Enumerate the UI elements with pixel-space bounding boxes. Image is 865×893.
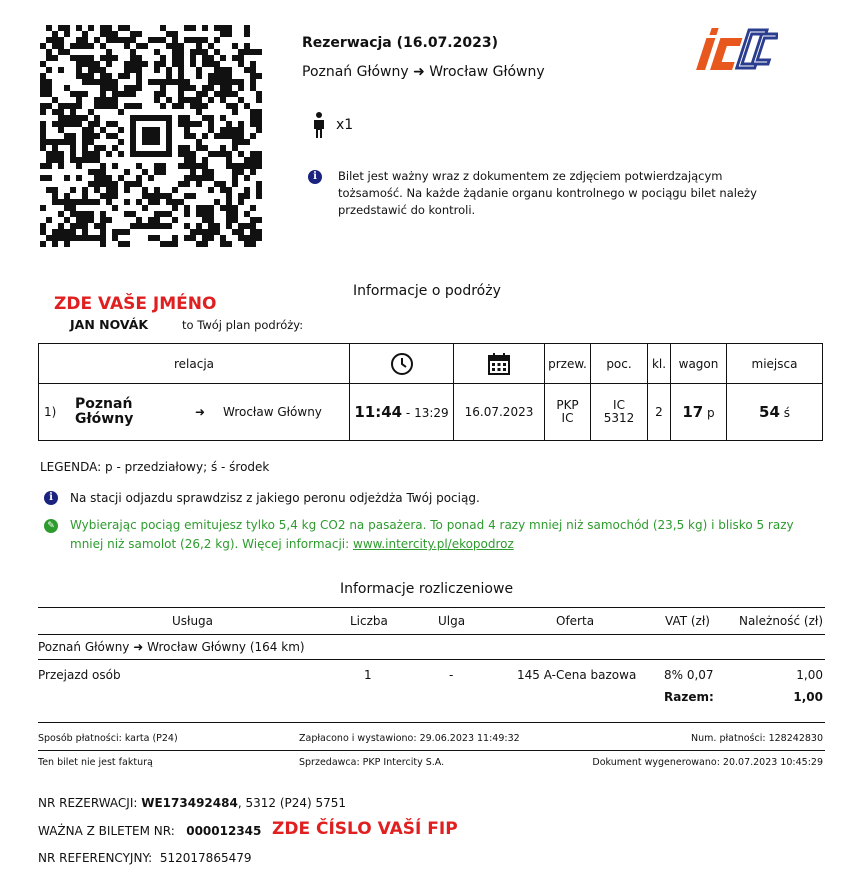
leaf-icon: ✎: [44, 519, 58, 533]
wagon-type: p: [707, 406, 715, 420]
journey-table-header: [39, 344, 823, 384]
reservation-label: NR REZERWACJI:: [38, 796, 138, 810]
item-vat: 8% 0,07: [664, 668, 714, 682]
cell-carrier: [545, 384, 591, 441]
arrow-right-icon: ➜: [133, 640, 144, 654]
billing-route-from: Poznań Główny: [38, 640, 130, 654]
col-wagon: wagon: [671, 344, 727, 384]
col-seats: miejsca: [727, 344, 823, 384]
col-date: [454, 344, 545, 384]
journey-row: [39, 384, 823, 441]
cell-wagon: [671, 384, 727, 441]
divider: [38, 750, 825, 751]
person-icon: [312, 112, 326, 138]
billing-section-title: Informacje rozliczeniowe: [340, 581, 514, 597]
validity-notice: [308, 168, 778, 219]
eco-link[interactable]: www.intercity.pl/ekopodroz: [353, 537, 514, 551]
total-value: 1,00: [793, 690, 823, 704]
cell-train: [591, 384, 648, 441]
qr-code: [40, 25, 262, 247]
route-from: Poznań Główny: [302, 64, 409, 80]
col-offer: Oferta: [556, 614, 595, 628]
info-icon: i: [44, 491, 58, 505]
wagon-number: 17: [682, 403, 704, 421]
valid-label: WAŻNA Z BILETEM NR:: [38, 824, 175, 838]
col-relation: relacja: [39, 344, 350, 384]
billing-route: [38, 640, 305, 654]
item-discount: -: [449, 668, 454, 682]
journey-table: [38, 343, 823, 441]
cell-class: 2: [648, 384, 671, 441]
passenger-name: JAN NOVÁK: [70, 317, 149, 332]
arrival-time: - 13:29: [405, 406, 449, 420]
generated-date: Dokument wygenerowano: 20.07.2023 10:45:29: [592, 757, 823, 768]
row-to: Wrocław Główny: [223, 405, 322, 419]
fip-hint: ZDE ČÍSLO VAŠÍ FIP: [272, 819, 458, 839]
calendar-icon: [487, 352, 511, 376]
col-service: Usługa: [172, 614, 214, 628]
platform-note: [44, 489, 480, 508]
row-from: Poznań Główny: [75, 396, 134, 427]
item-due: 1,00: [796, 668, 823, 682]
payment-number: Num. płatności: 128242830: [691, 733, 823, 744]
eco-note: [44, 516, 824, 554]
col-qty: Liczba: [350, 614, 388, 628]
cell-time: [350, 384, 454, 441]
passenger-count: [312, 112, 353, 138]
row-index: 1): [44, 405, 57, 419]
name-hint: ZDE VAŠE JMÉNO: [54, 294, 217, 314]
col-class: kl.: [648, 344, 671, 384]
col-due: Należność (zł): [738, 614, 823, 628]
divider: [38, 722, 825, 723]
reservation-rest: , 5312 (P24) 5751: [237, 796, 347, 810]
cell-relation: [39, 384, 350, 441]
platform-note-text: Na stacji odjazdu sprawdzisz z jakiego peronu odjeżdża Twój pociąg.: [70, 491, 480, 505]
not-invoice: Ten bilet nie jest fakturą: [38, 757, 153, 768]
col-carrier: przew.: [545, 344, 591, 384]
seller: Sprzedawca: PKP Intercity S.A.: [299, 757, 445, 768]
cell-seat: [727, 384, 823, 441]
eco-note-text: Wybierając pociąg emitujesz tylko 5,4 kg CO2 na pasażera. To ponad 4 razy mniej niż samochód (23,5 kg) i blisko 5 razy mniej niż samolot (26,2 kg). Więcej informacji:: [70, 518, 794, 551]
item-qty: 1: [364, 668, 372, 682]
reference-value: 512017865479: [159, 851, 252, 865]
departure-time: 11:44: [354, 403, 403, 421]
total-label: Razem:: [664, 690, 714, 704]
legend: LEGENDA: p - przedziałowy; ś - środek: [40, 460, 270, 474]
logo: [693, 24, 778, 72]
clock-icon: [390, 352, 414, 376]
col-vat: VAT (zł): [665, 614, 710, 628]
item-service: Przejazd osób: [38, 668, 121, 682]
item-offer: 145 A-Cena bazowa: [517, 668, 637, 682]
valid-number: 000012345: [186, 824, 262, 838]
reservation-number: [38, 796, 346, 810]
reservation-title: Rezerwacja (16.07.2023): [302, 35, 498, 51]
info-icon: i: [308, 170, 322, 184]
reference-number: [38, 851, 252, 865]
train-value: IC 5312: [603, 398, 635, 425]
validity-notice-text: Bilet jest ważny wraz z dokumentem ze zdjęciem potwierdzającym tożsamość. Na każde żądanie organu kontrolnego w pociągu bilet należy przedstawić do kontroli.: [338, 169, 757, 217]
header-route: [302, 64, 545, 80]
paid-date: Zapłacono i wystawiono: 29.06.2023 11:49:32: [299, 733, 520, 744]
billing-route-to: Wrocław Główny (164 km): [147, 640, 305, 654]
arrow-right-icon: ➜: [413, 64, 425, 80]
divider: [38, 659, 825, 660]
payment-method: Sposób płatności: karta (P24): [38, 733, 178, 744]
route-to: Wrocław Główny: [429, 64, 545, 80]
passenger-count-text: x1: [336, 117, 354, 133]
plan-text: to Twój plan podróży:: [182, 318, 304, 332]
billing-item-row: [38, 668, 825, 684]
col-discount: Ulga: [438, 614, 466, 628]
carrier-value: PKP IC: [556, 398, 579, 425]
seat-number: 54: [759, 403, 780, 421]
journey-section-title: Informacje o podróży: [353, 283, 501, 299]
reference-label: NR REFERENCYJNY:: [38, 851, 153, 865]
cell-date: 16.07.2023: [454, 384, 545, 441]
col-time: [350, 344, 454, 384]
billing-header: [38, 607, 825, 635]
reservation-value: WE173492484: [141, 796, 238, 810]
arrow-right-icon: ➜: [195, 405, 206, 419]
seat-type: ś: [783, 406, 790, 420]
valid-with-ticket: [38, 824, 261, 838]
col-train: poc.: [591, 344, 648, 384]
